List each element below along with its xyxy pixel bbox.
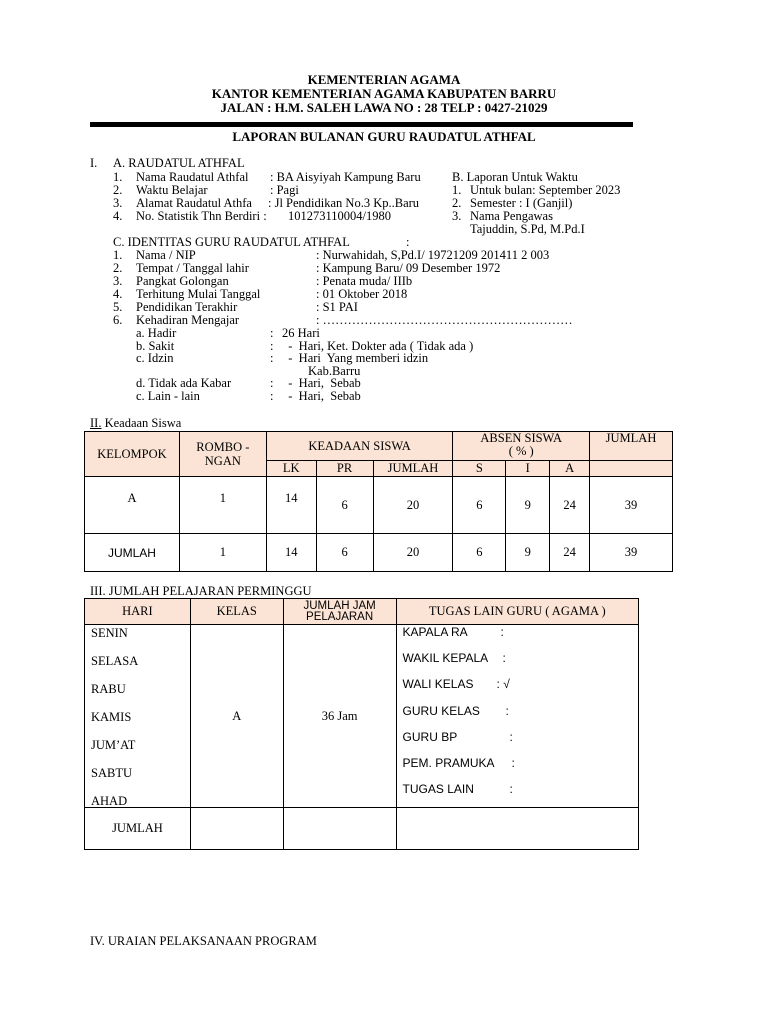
- c-item-label: Pendidikan Terakhir: [136, 300, 238, 314]
- table-row: [85, 534, 673, 572]
- c-item-label: Pangkat Golongan: [136, 274, 229, 288]
- tugas-value: :: [502, 651, 506, 665]
- day-label: RABU: [91, 682, 126, 696]
- item-value: : Jl Pendidikan No.3 Kp..Baru: [268, 196, 420, 210]
- cell-i: 9: [506, 534, 550, 572]
- cell-s: 6: [453, 477, 506, 534]
- kehadiran-label: c. Lain - lain: [136, 389, 200, 403]
- th-tugas-lain: TUGAS LAIN GURU ( AGAMA ): [396, 599, 638, 625]
- th-pr: PR: [316, 461, 373, 477]
- section1-a-heading: A. RAUDATUL ATHFAL: [113, 156, 245, 170]
- kehadiran-colon: :: [270, 389, 274, 403]
- th-absen-line1: ABSEN SISWA: [480, 431, 563, 445]
- section3-heading: III. JUMLAH PELAJARAN PERMINGGU: [90, 584, 312, 598]
- th-jumlah: JUMLAH: [590, 432, 673, 461]
- c-item-num: 5.: [113, 300, 123, 314]
- item-num: 2.: [113, 183, 123, 197]
- b-item-text: Untuk bulan: September 2023: [470, 183, 621, 197]
- th-rombongan-line2: NGAN: [204, 454, 241, 468]
- c-item-value: : Penata muda/ IIIb: [316, 274, 413, 288]
- day-label: AHAD: [91, 794, 128, 808]
- c-item-label: Tempat / Tanggal lahir: [136, 261, 249, 275]
- jumlah-kelas-cell: [190, 808, 283, 850]
- th-jumlah-jam: [283, 599, 396, 625]
- kehadiran-value: - Hari Yang memberi idzin: [282, 351, 429, 365]
- b-item-num: 1.: [452, 183, 462, 197]
- kehadiran-value-cont: Kab.Barru: [308, 364, 361, 378]
- b-item-text: Nama Pengawas: [470, 209, 553, 223]
- item-label: Alamat Raudatul Athfa: [136, 196, 252, 210]
- table-row: [85, 625, 639, 808]
- th-kelompok: KELOMPOK: [85, 432, 180, 477]
- cell-total: 39: [590, 534, 673, 572]
- item-num: 1.: [113, 170, 123, 184]
- keadaan-siswa-table: [84, 431, 673, 572]
- cell-total: 39: [590, 477, 673, 534]
- header-ministry: KEMENTERIAN AGAMA: [307, 72, 461, 87]
- th-rombongan: [179, 432, 266, 477]
- th-keadaan-siswa: KEADAAN SISWA: [266, 432, 453, 461]
- c-item-value: : Nurwahidah, S,Pd.I/ 19721209 201411 2 003: [316, 248, 550, 262]
- c-item-label: Kehadiran Mengajar: [136, 313, 240, 327]
- header-rule: [90, 122, 633, 127]
- kehadiran-colon: :: [270, 351, 274, 365]
- cell-lk: 14: [266, 534, 316, 572]
- th-jam-line1: JUMLAH JAM: [303, 599, 376, 612]
- th-jam-line2: PELAJARAN: [306, 610, 374, 623]
- tugas-value: :: [509, 782, 513, 796]
- report-title: LAPORAN BULANAN GURU RAUDATUL ATHFAL: [232, 129, 536, 144]
- tugas-label: GURU BP: [402, 730, 458, 744]
- c-item-value: : S1 PAI: [316, 300, 358, 314]
- th-jumlah-blank: [590, 461, 673, 477]
- cell-pr: 6: [316, 534, 373, 572]
- kehadiran-value: - Hari, Sebab: [282, 376, 361, 390]
- c-item-num: 4.: [113, 287, 123, 301]
- item-value: 101273110004/1980: [288, 209, 392, 223]
- cell-i: 9: [506, 477, 550, 534]
- c-item-value: : 01 Oktober 2018: [316, 287, 408, 301]
- days-cell: [85, 625, 191, 808]
- kehadiran-value: 26 Hari: [282, 326, 320, 340]
- tugas-label: GURU KELAS: [402, 704, 480, 718]
- c-item-value: : Kampung Baru/ 09 Desember 1972: [316, 261, 501, 275]
- item-label: Nama Raudatul Athfal: [136, 170, 249, 184]
- section2-heading: [90, 417, 181, 430]
- day-label: KAMIS: [91, 710, 132, 724]
- day-label: SELASA: [91, 654, 139, 668]
- b-item-num: 3.: [452, 209, 462, 223]
- kehadiran-label: b. Sakit: [136, 339, 175, 353]
- cell-kelompok: A: [85, 477, 180, 534]
- tugas-label: KAPALA RA: [402, 625, 468, 639]
- th-lk: LK: [266, 461, 316, 477]
- tugas-value: :: [500, 625, 504, 639]
- section2-title: Keadaan Siswa: [101, 416, 182, 430]
- item-value: : Pagi: [270, 183, 299, 197]
- cell-jumlah: 20: [373, 477, 453, 534]
- th-s: S: [453, 461, 506, 477]
- cell-lk: 14: [266, 477, 316, 534]
- tugas-value: :: [505, 704, 509, 718]
- tugas-label: WALI KELAS: [402, 677, 474, 691]
- kelas-cell: A: [190, 625, 283, 808]
- section1-c-heading: C. IDENTITAS GURU RAUDATUL ATHFAL: [113, 235, 350, 249]
- header-address: JALAN : H.M. SALEH LAWA NO : 28 TELP : 0427-21029: [220, 100, 548, 115]
- cell-rombongan: 1: [179, 477, 266, 534]
- day-label: JUM’AT: [91, 738, 136, 752]
- table-row: [85, 477, 673, 534]
- section2-roman: II.: [90, 416, 102, 430]
- kehadiran-label: c. Idzin: [136, 351, 174, 365]
- section1-b-heading: B. Laporan Untuk Waktu: [452, 170, 578, 184]
- cell-a: 24: [550, 534, 590, 572]
- tugas-label: PEM. PRAMUKA: [402, 756, 495, 770]
- c-heading-colon: :: [406, 235, 410, 249]
- cell-rombongan: 1: [179, 534, 266, 572]
- th-a: A: [550, 461, 590, 477]
- b-item-text: Semester : I (Ganjil): [470, 196, 573, 210]
- th-absen-line2: ( % ): [508, 444, 534, 458]
- cell-s: 6: [453, 534, 506, 572]
- c-item-value: : ……………………………………………………: [316, 313, 573, 327]
- item-label: No. Statistik Thn Berdiri :: [136, 209, 267, 223]
- item-value: : BA Aisyiyah Kampung Baru: [270, 170, 421, 184]
- th-absen-siswa: [453, 432, 590, 461]
- section4-heading: IV. URAIAN PELAKSANAAN PROGRAM: [90, 934, 317, 948]
- pengawas-name: Tajuddin, S.Pd, M.Pd.I: [470, 222, 585, 236]
- kehadiran-colon: :: [270, 326, 274, 340]
- cell-jumlah: 20: [373, 534, 453, 572]
- kehadiran-colon: :: [270, 376, 274, 390]
- item-label: Waktu Belajar: [136, 183, 208, 197]
- th-i: I: [506, 461, 550, 477]
- cell-a: 24: [550, 477, 590, 534]
- th-kelas: KELAS: [190, 599, 283, 625]
- item-num: 4.: [113, 209, 123, 223]
- c-item-num: 2.: [113, 261, 123, 275]
- jumlah-label-cell: JUMLAH: [85, 808, 191, 850]
- jumlah-jam-cell: [283, 808, 396, 850]
- section1-roman: I.: [90, 156, 98, 170]
- cell-kelompok: JUMLAH: [85, 534, 180, 572]
- tugas-cell: [396, 625, 638, 808]
- c-item-label: Nama / NIP: [136, 248, 196, 262]
- table-row: [85, 808, 639, 850]
- kehadiran-colon: :: [270, 339, 274, 353]
- cell-pr: 6: [316, 477, 373, 534]
- kehadiran-label: a. Hadir: [136, 326, 177, 340]
- b-item-num: 2.: [452, 196, 462, 210]
- th-jumlah-siswa: JUMLAH: [373, 461, 453, 477]
- jumlah-pelajaran-table: [84, 598, 639, 850]
- day-label: SABTU: [91, 766, 132, 780]
- c-item-num: 1.: [113, 248, 123, 262]
- c-item-label: Terhitung Mulai Tanggal: [136, 287, 261, 301]
- th-rombongan-line1: ROMBO -: [196, 440, 250, 454]
- jumlah-tugas-cell: [396, 808, 638, 850]
- item-num: 3.: [113, 196, 123, 210]
- kehadiran-value: - Hari, Ket. Dokter ada ( Tidak ada ): [282, 339, 474, 353]
- tugas-label: WAKIL KEPALA: [402, 651, 489, 665]
- c-item-num: 3.: [113, 274, 123, 288]
- kehadiran-label: d. Tidak ada Kabar: [136, 376, 232, 390]
- jam-cell: 36 Jam: [283, 625, 396, 808]
- day-label: SENIN: [91, 626, 128, 640]
- th-hari: HARI: [85, 599, 191, 625]
- tugas-value: :: [511, 756, 515, 770]
- tugas-value: :: [509, 730, 513, 744]
- c-item-num: 6.: [113, 313, 123, 327]
- header-office: KANTOR KEMENTERIAN AGAMA KABUPATEN BARRU: [211, 86, 557, 101]
- tugas-value: : √: [496, 677, 510, 691]
- kehadiran-value: - Hari, Sebab: [282, 389, 361, 403]
- tugas-label: TUGAS LAIN: [402, 782, 474, 796]
